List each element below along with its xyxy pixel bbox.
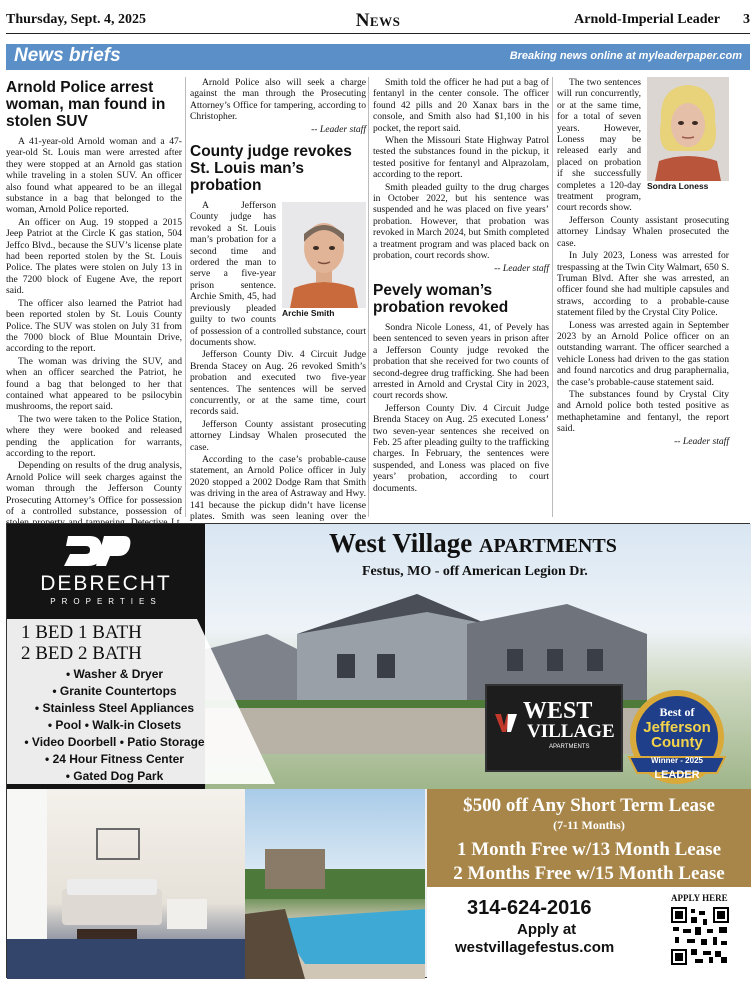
story1-paragraph: The officer also learned the Patriot had been reported stolen by St. Louis County Police. The SUV was stolen on July 31 from the 7000 block of Blue Mountain Drive, according to the report. [6, 297, 182, 355]
story2-paragraph: When the Missouri State Highway Patrol tested the substances found in the pickup, it tested positive for fentanyl and Alprazolam, according to the report. [373, 135, 549, 181]
story2-paragraph: Smith told the officer he had put a bag of fentanyl in the center console. The officer found 42 pills and 20 Xanax bars in the console, and Smith also had $1,100 in his pocket, the report said. [373, 77, 549, 134]
story2-headline: County judge revokes St. Louis man’s probation [190, 143, 352, 195]
story2-paragraph: Jefferson County assistant prosecuting attorney Lindsay Whalen prosecuted the case. [190, 418, 366, 453]
page-number: 3 [743, 12, 750, 27]
mugshot-archie-smith [282, 202, 366, 319]
badge-name1: Jefferson [643, 719, 711, 736]
column-3 [373, 77, 549, 517]
brand-name: DEBRECHT [40, 572, 172, 595]
brand-sub: PROPERTIES [50, 597, 162, 606]
offer-line: 2 Months Free w/15 Month Lease [453, 863, 725, 884]
mugshot-sondra-loness [647, 77, 729, 192]
qr-code-icon[interactable] [671, 907, 729, 965]
sign-line3: APARTMENTS [549, 744, 590, 750]
news-briefs-band [6, 44, 750, 70]
story1-paragraph: Arnold Police also will seek a charge against the man through the Prosecuting Attorney’s Office for tampering, according to Christopher. [190, 77, 366, 123]
sign-line2: VILLAGE [527, 721, 615, 742]
feature-item: • Washer & Dryer [65, 667, 164, 681]
band-title: News briefs [14, 45, 121, 66]
living-room-photo [7, 789, 245, 979]
story3-paragraph: In July 2023, Loness was arrested for trespassing at the Twin City Walmart, 650 S. Truman Blvd. After she was arrested, an officer found she had multiple capsules and straws, according to a probable-cause statement filed by the Crystal City Police. [557, 250, 729, 319]
apply-here-label: APPLY HERE [671, 893, 728, 903]
section-title: News [355, 10, 401, 31]
feature-item: • Granite Countertops [52, 684, 177, 698]
story2-paragraph: According to the case’s probable-cause statement, an Arnold Police officer in July 2020 stopped a 2002 Dodge Ram that Smith was driving in the area of Astraway and Hwy. 141 because the pickup didn’t have license plates. Smith was seen leaning over the [190, 453, 366, 522]
offer-line: $500 off Any Short Term Lease [463, 795, 715, 816]
story3-paragraph: Jefferson County assistant prosecuting attorney Lindsay Whalen prosecuted the case. [557, 214, 729, 249]
story1-paragraph: Depending on results of the drug analysis, Arnold Police will seek charges against the woman through the Jefferson County Prosecuting Attorney’s Office for possession of a controlled substance, possession of [6, 460, 182, 517]
feature-item: • Stainless Steel Appliances [34, 701, 195, 715]
story2-credit: -- Leader staff [494, 262, 549, 274]
badge-leader: LEADER [654, 769, 700, 781]
story3-paragraph: The two sentences will run concurrently, or at the same time, for a total of seven years. However, Loness may be released early and placed on probation if she successfully completes a 120-day treatment program, court records show. [557, 77, 641, 214]
column-rule [552, 77, 553, 517]
story1-credit: -- Leader staff [311, 123, 366, 135]
debrecht-logo-icon [62, 532, 132, 572]
west-village-sign [485, 684, 623, 772]
ad-contact [427, 887, 751, 979]
story3-paragraph: Jefferson County Div. 4 Circuit Judge Brenda Stacey on Aug. 25 executed Loness’ two seven-year sentences she received on Feb. 25 after pleading guilty to the trafficking charges. In February, the sentences were suspended, and Loness was placed on five years’ probation, according to court documents. [373, 402, 549, 494]
column-rule [368, 77, 369, 517]
west-village-ad [6, 523, 750, 978]
ad-title [329, 528, 617, 559]
pool-icon [245, 789, 425, 979]
offer-line: (7-11 Months) [553, 818, 625, 832]
portrait-icon [647, 77, 729, 181]
story3-headline: Pevely woman’s probation revoked [373, 281, 509, 316]
badge-best: Best of [659, 705, 695, 719]
features-list [7, 666, 222, 785]
story3-credit: -- Leader staff [674, 435, 729, 447]
portrait-icon [282, 202, 366, 308]
column-rule [185, 77, 186, 517]
page-header [6, 10, 750, 34]
feature-item: • Video Doorbell • Patio Storage [24, 735, 205, 749]
badge-winner: Winner - 2025 [651, 756, 703, 765]
feature-item: • Gated Dog Park [65, 769, 164, 783]
story1-paragraph: An officer on Aug. 19 stopped a 2015 Jeep Patriot at the Circle K gas station, 504 Jeffco Blvd., because the SUV’s license plate had been reported stolen by the St. Louis Police. The plates were stolen on July 13 in the 7200 block of Eugene Ave, the report said. [6, 216, 182, 297]
story3-paragraph: Sondra Nicole Loness, 41, of Pevely has been sentenced to seven years in prison after a Jefferson County judge revoked the probation that she received for two counts of second-degree drug trafficking. She had been arrested in Arnold and Crystal City in 2023, court records show. [373, 321, 549, 402]
phone-number[interactable]: 314-624-2016 [467, 897, 592, 919]
paper-name: Arnold-Imperial Leader [574, 12, 720, 27]
w-logo-icon [495, 712, 517, 734]
website-url[interactable]: westvillagefestus.com [455, 939, 615, 956]
story1-headline: Arnold Police arrest woman, man found in stolen SUV [6, 79, 166, 130]
column-2 [190, 77, 366, 522]
ad-title-main: West Village [329, 528, 473, 558]
bed-bath-list [21, 622, 142, 664]
sign-line1: WEST [523, 698, 593, 724]
story2-paragraph: Smith pleaded guilty to the drug charges in October 2022, but his sentence was suspended and he was placed on five years’ probation. However, that probation was revoked in March 2024, but Smith completed a treatment program and was placed back on probation, court records show. [373, 181, 549, 262]
story1-paragraph: The two were taken to the Police Station, where they were booked and released pending the application for warrants, according to the report. [6, 413, 182, 459]
living-room-icon [7, 789, 245, 979]
story2-paragraph: A Jefferson County judge has revoked a St. Louis man’s probation for a second time and ordered the man to serve a five-year prison sentence. Archie Smith, 45, had previously pleaded guilty to two counts of possession of a controlled substance, court documents show. [190, 200, 366, 348]
column-4 [557, 77, 729, 517]
apply-label: Apply at [517, 921, 577, 938]
issue-date: Thursday, Sept. 4, 2025 [6, 12, 147, 27]
feature-item: • 24 Hour Fitness Center [45, 752, 184, 766]
story1-paragraph: A 41-year-old Arnold woman and a 47-year-old St. Louis man were arrested after they were stopped at an Arnold gas station while traveling in a stolen SUV. An officer also found what appeared to be an illegal substance in a bag that belonged to the woman, Arnold Police reported. [6, 136, 182, 216]
story1-paragraph: The woman was driving the SUV, and when an officer searched the Patriot, he found a bag that belonged to her that contained what appeared to be psilocybin mushrooms, the report said. [6, 355, 182, 413]
beds-line: 1 BED 1 BATH [21, 622, 142, 643]
ad-title-apts: APARTMENTS [479, 535, 617, 557]
feature-item: • Pool • Walk-in Closets [47, 718, 182, 732]
mugshot-image [647, 77, 729, 181]
story3-paragraph: The substances found by Crystal City and Arnold police both tested positive as methaphetamine and fentanyl, the report said. [557, 388, 729, 435]
pool-photo [245, 789, 425, 979]
column-1 [6, 77, 182, 517]
mugshot-image [282, 202, 366, 308]
photo-caption: Archie Smith [282, 308, 335, 319]
ad-subtitle: Festus, MO - off American Legion Dr. [362, 564, 588, 579]
story2-paragraph: Jefferson County Div. 4 Circuit Judge Brenda Stacey on Aug. 26 revoked Smith’s probation and executed two five-year sentences. The sentences will be served concurrently, or at the same time, court records said. [190, 349, 366, 418]
offer-line: 1 Month Free w/13 Month Lease [456, 839, 722, 860]
lease-offers [427, 789, 751, 887]
photo-caption: Sondra Loness [647, 181, 709, 191]
badge-name2: County [651, 734, 703, 751]
beds-line: 2 BED 2 BATH [21, 643, 142, 664]
band-link[interactable]: Breaking news online at myleaderpaper.com [509, 50, 742, 62]
story3-paragraph: Loness was arrested again in September 2023 by an Arnold Police officer on an outstanding warrant. The officer searched a vehicle Loness had driven to the gas station and found narcotics and drug paraphernalia, the case’s probable-cause statement said. [557, 319, 729, 388]
badge-text [625, 705, 729, 781]
